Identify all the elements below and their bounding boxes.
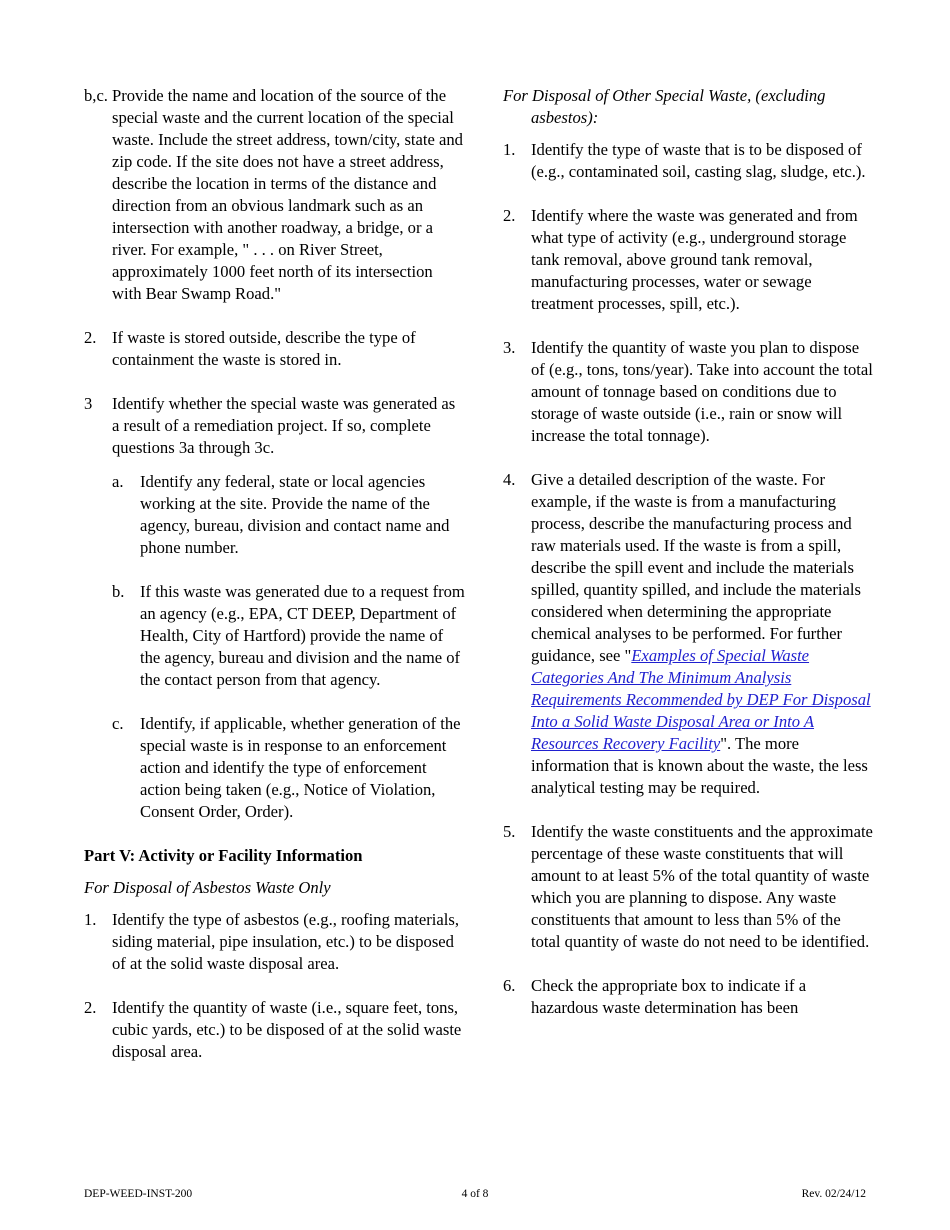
other-item-4 (503, 469, 873, 799)
item-number: 1. (503, 140, 516, 159)
item-letter: c. (112, 714, 124, 733)
section-heading-part-v: Part V: Activity or Facility Information (84, 846, 363, 865)
item-letter: a. (112, 472, 124, 491)
other-waste-subheading: For Disposal of Other Special Waste, (excluding asbestos): (503, 86, 826, 127)
item-text: Provide the name and location of the source of the special waste and the current location of the special waste. Include the street address, town/city, state and zip code. If the site does not have a street address, describe the location in terms of the distance and direction from an obvious landmark such as an intersection with another roadway, a bridge, or a river. For example, " . . . on River Street, approximately 1000 feet north of its intersection with Bear Swamp Road." (112, 86, 463, 303)
asbestos-item-2 (84, 997, 466, 1063)
other-item-2 (503, 205, 873, 315)
item-text: Identify whether the special waste was generated as a result of a remediation project. If so, complete questions 3a through 3c. (112, 394, 456, 457)
footer-doc-id: DEP-WEED-INST-200 (84, 1188, 193, 1200)
item-number: b,c. (84, 86, 108, 105)
item-text-after-link: ". The more information that is known about the waste, the less analytical testing may be required. (531, 734, 868, 797)
item-number: 3 (84, 394, 93, 413)
right-column (503, 85, 873, 1041)
item-number: 4. (503, 470, 516, 489)
item-text: Identify the type of waste that is to be disposed of (e.g., contaminated soil, casting slag, sludge, etc.). (531, 140, 866, 181)
special-waste-guidance-link[interactable]: Examples of Special Waste Categories And The Minimum Analysis Requirements Recommended by DEP For Disposal Into a Solid Waste Disposal Area or Into A Resources Recovery Facility (531, 646, 871, 753)
item-text: If this waste was generated due to a request from an agency (e.g., EPA, CT DEEP, Department of Health, City of Hartford) provide the name of the agency, bureau and division and the name of the contact person from that agency. (140, 582, 465, 689)
left-column (84, 85, 466, 1085)
list-item-3a (112, 471, 466, 559)
other-item-5 (503, 821, 873, 953)
item-text: Identify the type of asbestos (e.g., roofing materials, siding material, pipe insulation, etc.) to be disposed of at the solid waste disposal area. (112, 910, 459, 973)
item-text: Identify the quantity of waste you plan to dispose of (e.g., tons, tons/year). Take into account the total amount of tonnage based on conditions due to storage of waste outside (i.e., rain or snow will increase the total tonnage). (531, 338, 873, 445)
list-item-bc (84, 85, 466, 305)
asbestos-item-1 (84, 909, 466, 975)
other-item-3 (503, 337, 873, 447)
item-number: 2. (84, 328, 97, 347)
other-item-1 (503, 139, 873, 183)
item-number: 5. (503, 822, 516, 841)
item-text: Identify the quantity of waste (i.e., square feet, tons, cubic yards, etc.) to be disposed of at the solid waste disposal area. (112, 998, 462, 1061)
item-text: Identify, if applicable, whether generation of the special waste is in response to an enforcement action and identify the type of enforcement action being taken (e.g., Notice of Violation, Consent Order, Order). (140, 714, 461, 821)
item-text (531, 469, 873, 799)
list-item-3 (84, 393, 466, 459)
item-text: Check the appropriate box to indicate if a hazardous waste determination has been (531, 976, 807, 1017)
item-number: 3. (503, 338, 516, 357)
item-text-before-link: Give a detailed description of the waste. For example, if the waste is from a manufacturing process, describe the manufacturing process and raw materials used. If the waste is from a spill, describe the spill event and include the materials spilled, quantity spilled, and include the materials considered when determining the appropriate chemical analyses to be performed. For further guidance, see " (531, 470, 861, 665)
asbestos-subheading: For Disposal of Asbestos Waste Only (84, 878, 331, 897)
footer-revision: Rev. 02/24/12 (801, 1188, 866, 1200)
list-item-2 (84, 327, 466, 371)
item-text: Identify the waste constituents and the approximate percentage of these waste constituents that will amount to at least 5% of the total quantity of waste which you are planning to dispose. Any waste constituents that amount to less than 5% of the total quantity of waste do not need to be identified. (531, 822, 873, 951)
other-item-6 (503, 975, 873, 1019)
item-number: 2. (503, 206, 516, 225)
list-item-3b (112, 581, 466, 691)
item-number: 1. (84, 910, 97, 929)
item-text: If waste is stored outside, describe the type of containment the waste is stored in. (112, 328, 416, 369)
footer-page-number: 4 of 8 (461, 1188, 489, 1200)
item-number: 6. (503, 976, 516, 995)
item-letter: b. (112, 582, 125, 601)
item-number: 2. (84, 998, 97, 1017)
item-text: Identify where the waste was generated and from what type of activity (e.g., underground storage tank removal, above ground tank removal, manufacturing processes, water or sewage treatment processes, spill, etc.). (531, 206, 858, 313)
item-text: Identify any federal, state or local agencies working at the site. Provide the name of the agency, bureau, division and contact name and phone number. (140, 472, 450, 557)
list-item-3c (112, 713, 466, 823)
